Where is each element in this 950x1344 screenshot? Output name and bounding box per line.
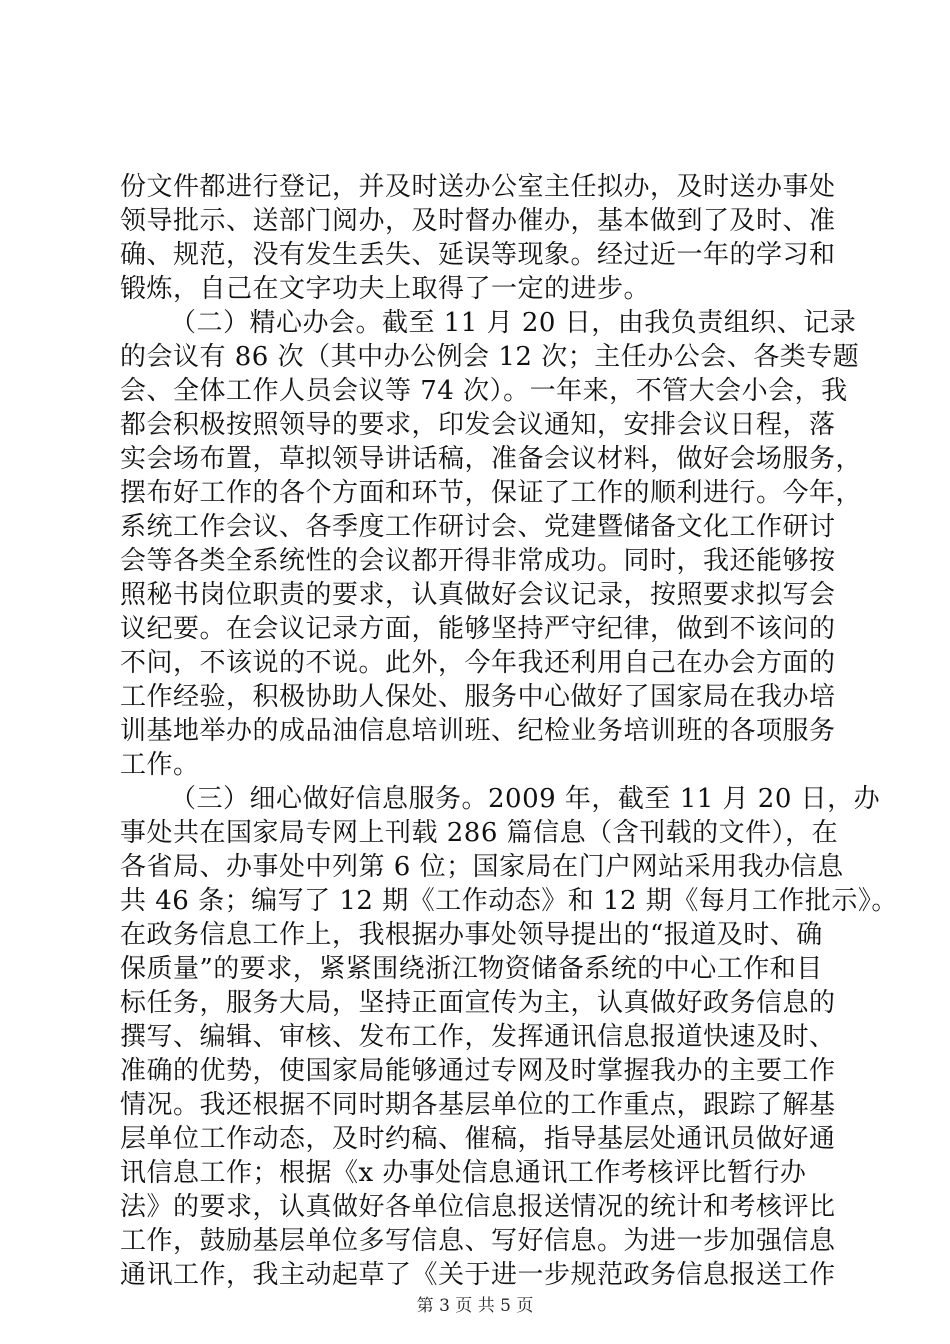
text-line: 实会场布置，草拟领导讲话稿，准备会议材料，做好会场服务，: [120, 444, 863, 474]
text-line: 工作。: [120, 750, 200, 780]
text-line: 确、规范，没有发生丢失、延误等现象。经过近一年的学习和: [120, 240, 836, 270]
paragraph-heading-3: （三）细心做好信息服务。2009 年，截至 11 月 20 日，办: [170, 784, 881, 814]
page-number-footer: 第 3 页 共 5 页: [416, 1296, 534, 1316]
text-line: 讯信息工作；根据《x 办事处信息通讯工作考核评比暂行办: [120, 1158, 807, 1188]
text-line: 层单位工作动态，及时约稿、催稿，指导基层处通讯员做好通: [120, 1124, 836, 1154]
text-line: 法》的要求，认真做好各单位信息报送情况的统计和考核评比: [120, 1192, 836, 1222]
text-line: 锻炼，自己在文字功夫上取得了一定的进步。: [120, 274, 651, 304]
text-line: 通讯工作，我主动起草了《关于进一步规范政务信息报送工作: [120, 1260, 836, 1290]
text-line: 撰写、编辑、审核、发布工作，发挥通讯信息报道快速及时、: [120, 1022, 836, 1052]
text-line: 领导批示、送部门阅办，及时督办催办，基本做到了及时、准: [120, 206, 836, 236]
text-line: 情况。我还根据不同时期各基层单位的工作重点，跟踪了解基: [120, 1090, 836, 1120]
text-line: 会、全体工作人员会议等 74 次）。一年来，不管大会小会，我: [120, 376, 848, 406]
text-line: 保质量”的要求，紧紧围绕浙江物资储备系统的中心工作和目: [120, 954, 823, 984]
text-line: 各省局、办事处中列第 6 位；国家局在门户网站采用我办信息: [120, 852, 844, 882]
text-line: 准确的优势，使国家局能够通过专网及时掌握我办的主要工作: [120, 1056, 836, 1086]
text-line: 工作，鼓励基层单位多写信息、写好信息。为进一步加强信息: [120, 1226, 836, 1256]
text-line: 事处共在国家局专网上刊载 286 篇信息（含刊载的文件），在: [120, 818, 839, 848]
text-line: 议纪要。在会议记录方面，能够坚持严守纪律，做到不该问的: [120, 614, 836, 644]
paragraph-heading-2: （二）精心办会。截至 11 月 20 日，由我负责组织、记录: [170, 308, 857, 338]
text-line: 标任务，服务大局，坚持正面宣传为主，认真做好政务信息的: [120, 988, 836, 1018]
text-line: 的会议有 86 次（其中办公例会 12 次；主任办公会、各类专题: [120, 342, 860, 372]
text-line: 不问，不该说的不说。此外，今年我还利用自己在办会方面的: [120, 648, 836, 678]
text-line: 照秘书岗位职责的要求，认真做好会议记录，按照要求拟写会: [120, 580, 836, 610]
text-line: 工作经验，积极协助人保处、服务中心做好了国家局在我办培: [120, 682, 836, 712]
text-line: 会等各类全系统性的会议都开得非常成功。同时，我还能够按: [120, 546, 836, 576]
text-line: 都会积极按照领导的要求，印发会议通知，安排会议日程，落: [120, 410, 836, 440]
text-line: 份文件都进行登记，并及时送办公室主任拟办，及时送办事处: [120, 172, 836, 202]
text-line: 系统工作会议、各季度工作研讨会、党建暨储备文化工作研讨: [120, 512, 836, 542]
text-line: 在政务信息工作上，我根据办事处领导提出的“报道及时、确: [120, 920, 823, 950]
text-line: 训基地举办的成品油信息培训班、纪检业务培训班的各项服务: [120, 716, 836, 746]
text-line: 共 46 条；编写了 12 期《工作动态》和 12 期《每月工作批示》。: [120, 886, 898, 916]
text-line: 摆布好工作的各个方面和环节，保证了工作的顺利进行。今年，: [120, 478, 863, 508]
